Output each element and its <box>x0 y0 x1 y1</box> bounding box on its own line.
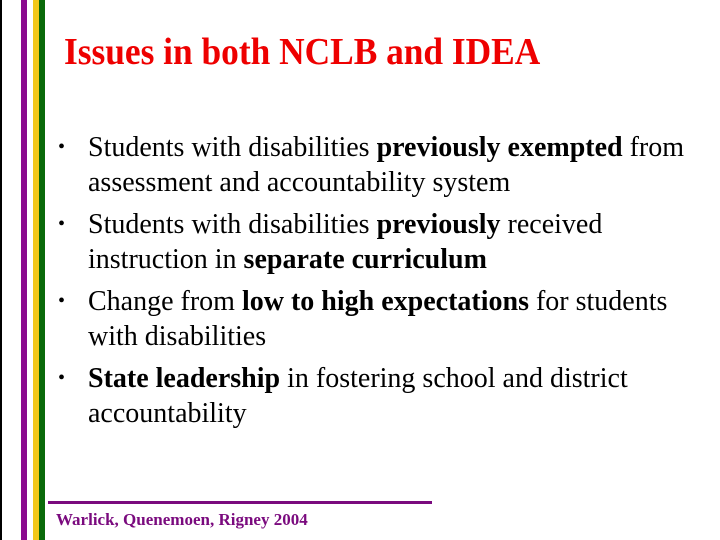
bullet-emphasis: separate curriculum <box>243 244 487 275</box>
bullet-item <box>58 130 708 200</box>
bullet-item <box>58 284 708 354</box>
bullet-icon: • <box>58 367 66 389</box>
bullet-icon: • <box>58 136 66 158</box>
bullet-emphasis: State leadership <box>88 363 281 394</box>
bullet-text <box>501 132 508 163</box>
bullet-text: Students with disabilities <box>88 209 377 240</box>
bullet-text: for students with disabilities <box>88 286 668 352</box>
bullet-text: received instruction in <box>88 209 603 275</box>
bullet-emphasis: exempted <box>507 132 623 163</box>
bullet-item <box>58 207 708 277</box>
bullet-emphasis: previously <box>376 209 501 240</box>
slide-title: Issues in both NCLB and IDEA <box>64 31 541 73</box>
left-stripe-purple <box>21 0 27 540</box>
bullet-text: Students with disabilities <box>88 132 377 163</box>
bullet-item <box>58 361 708 431</box>
bullet-text: in fostering school and district accountability <box>88 363 628 429</box>
bullet-list <box>58 130 708 438</box>
left-stripe-black <box>0 0 2 540</box>
footer-citation: Warlick, Quenemoen, Rigney 2004 <box>56 510 308 529</box>
bullet-text: from assessment and accountability system <box>88 132 685 198</box>
bullet-text: Change from <box>88 286 242 317</box>
left-stripe-green <box>39 0 45 540</box>
bullet-icon: • <box>58 213 66 235</box>
bullet-icon: • <box>58 290 66 312</box>
footer-divider <box>48 501 432 504</box>
bullet-emphasis: low to high expectations <box>241 286 529 317</box>
bullet-emphasis: previously <box>376 132 501 163</box>
